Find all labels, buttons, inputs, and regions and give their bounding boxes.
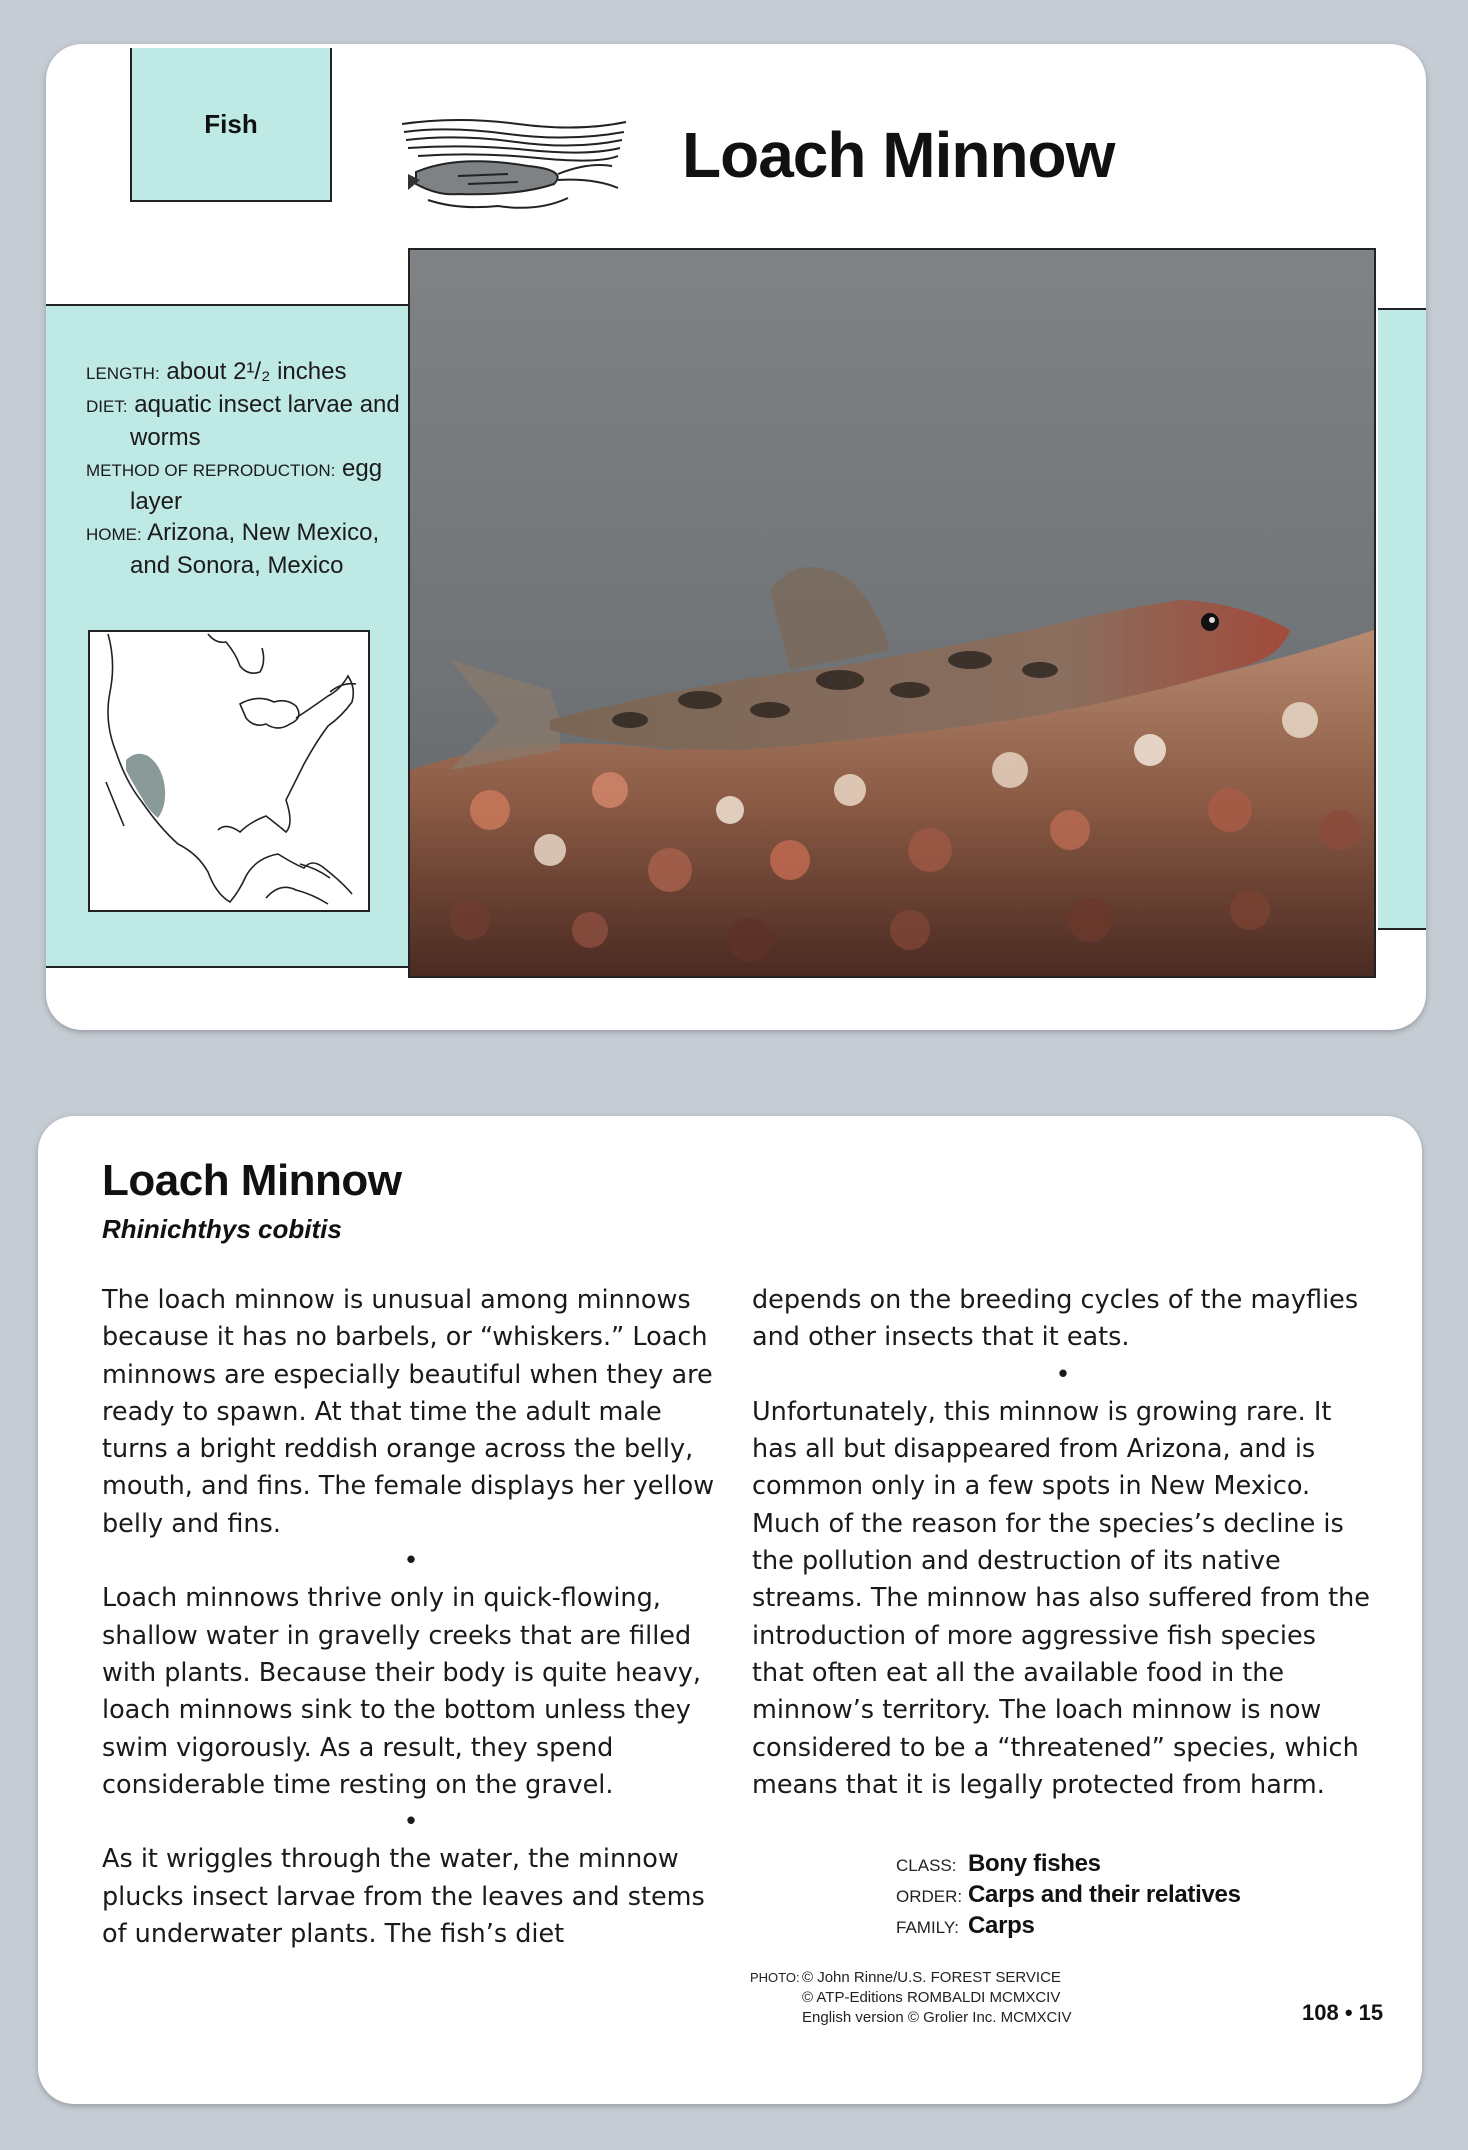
loach-minnow-on-gravel-photo bbox=[408, 248, 1376, 978]
range-map bbox=[88, 630, 370, 912]
paragraph: depends on the breeding cycles of the mayflies and other insects that it eats. bbox=[752, 1285, 1359, 1353]
category-box bbox=[130, 48, 332, 202]
north-america-range-map-icon bbox=[90, 632, 368, 910]
card-number: 108 • 15 bbox=[1302, 2000, 1384, 2025]
fish-in-water-icon bbox=[398, 114, 630, 218]
taxonomy-order: ORDER: Carps and their relatives bbox=[896, 1881, 1241, 1908]
paragraph: Loach minnows thrive only in quick-flowing, shallow water in gravelly creeks that are filled with plants. Because their body is quite heavy, loach minnows sink to the bottom unless they swim vigorously. As a result, they spend considerable time resting on the gravel. bbox=[102, 1583, 701, 1800]
paragraph: As it wriggles through the water, the minnow plucks insect larvae from the leaves and stems of underwater plants. The fish’s diet bbox=[102, 1844, 705, 1950]
fact-reproduction: METHOD OF REPRODUCTION: egg layer bbox=[86, 455, 383, 515]
right-accent-strip bbox=[1378, 308, 1426, 930]
credit-line: © ATP-Editions ROMBALDI MCMXCIV bbox=[802, 1989, 1061, 2006]
fact-diet: DIET: aquatic insect larvae and worms bbox=[86, 391, 400, 451]
fish-photo-image bbox=[410, 250, 1374, 976]
facts-list bbox=[86, 356, 406, 581]
bullet-separator: • bbox=[403, 1807, 419, 1838]
paragraph: Unfortunately, this minnow is growing rare. It has all but disappeared from Arizona, and is common only in a few spots in New Mexico. Much of the reason for the species’s decline is the pollution and destruction of its native streams. The minnow has also suffered from the introduction of more aggressive fish species that often eat all the available food in the minnow’s territory. The loach minnow is now considered to be a “threatened” species, which means that it is legally protected from harm. bbox=[752, 1396, 1370, 1800]
fact-home: HOME: Arizona, New Mexico, and Sonora, Mexico bbox=[86, 519, 380, 579]
photo-credits bbox=[750, 1968, 1071, 2028]
bullet-separator: • bbox=[1055, 1359, 1071, 1390]
credit-line: PHOTO: © John Rinne/U.S. FOREST SERVICE bbox=[750, 1969, 1061, 1986]
bullet-separator: • bbox=[403, 1546, 419, 1577]
taxonomy-list bbox=[896, 1850, 1241, 1943]
fact-length: LENGTH: about 2¹/₂ inches bbox=[86, 358, 347, 385]
right-column bbox=[752, 1282, 1374, 1804]
front-title: Loach Minnow bbox=[682, 119, 1115, 191]
category-label: Fish bbox=[204, 108, 258, 139]
front-card bbox=[46, 44, 1426, 1030]
scientific-name: Rhinichthys cobitis bbox=[102, 1214, 342, 1244]
back-title: Loach Minnow bbox=[102, 1156, 402, 1205]
back-card bbox=[38, 1116, 1422, 2104]
taxonomy-class: CLASS: Bony fishes bbox=[896, 1850, 1101, 1877]
facts-panel bbox=[46, 304, 410, 968]
credit-line: English version © Grolier Inc. MCMXCIV bbox=[802, 2009, 1072, 2026]
taxonomy-family: FAMILY: Carps bbox=[896, 1912, 1035, 1939]
paragraph: The loach minnow is unusual among minnows because it has no barbels, or “whiskers.” Loach minnows are especially beautiful when they are ready to spawn. At that time the adult male turns a bright reddish orange across the belly, mouth, and fins. The female displays her yellow belly and fins. bbox=[102, 1285, 715, 1539]
left-column bbox=[102, 1282, 720, 1953]
